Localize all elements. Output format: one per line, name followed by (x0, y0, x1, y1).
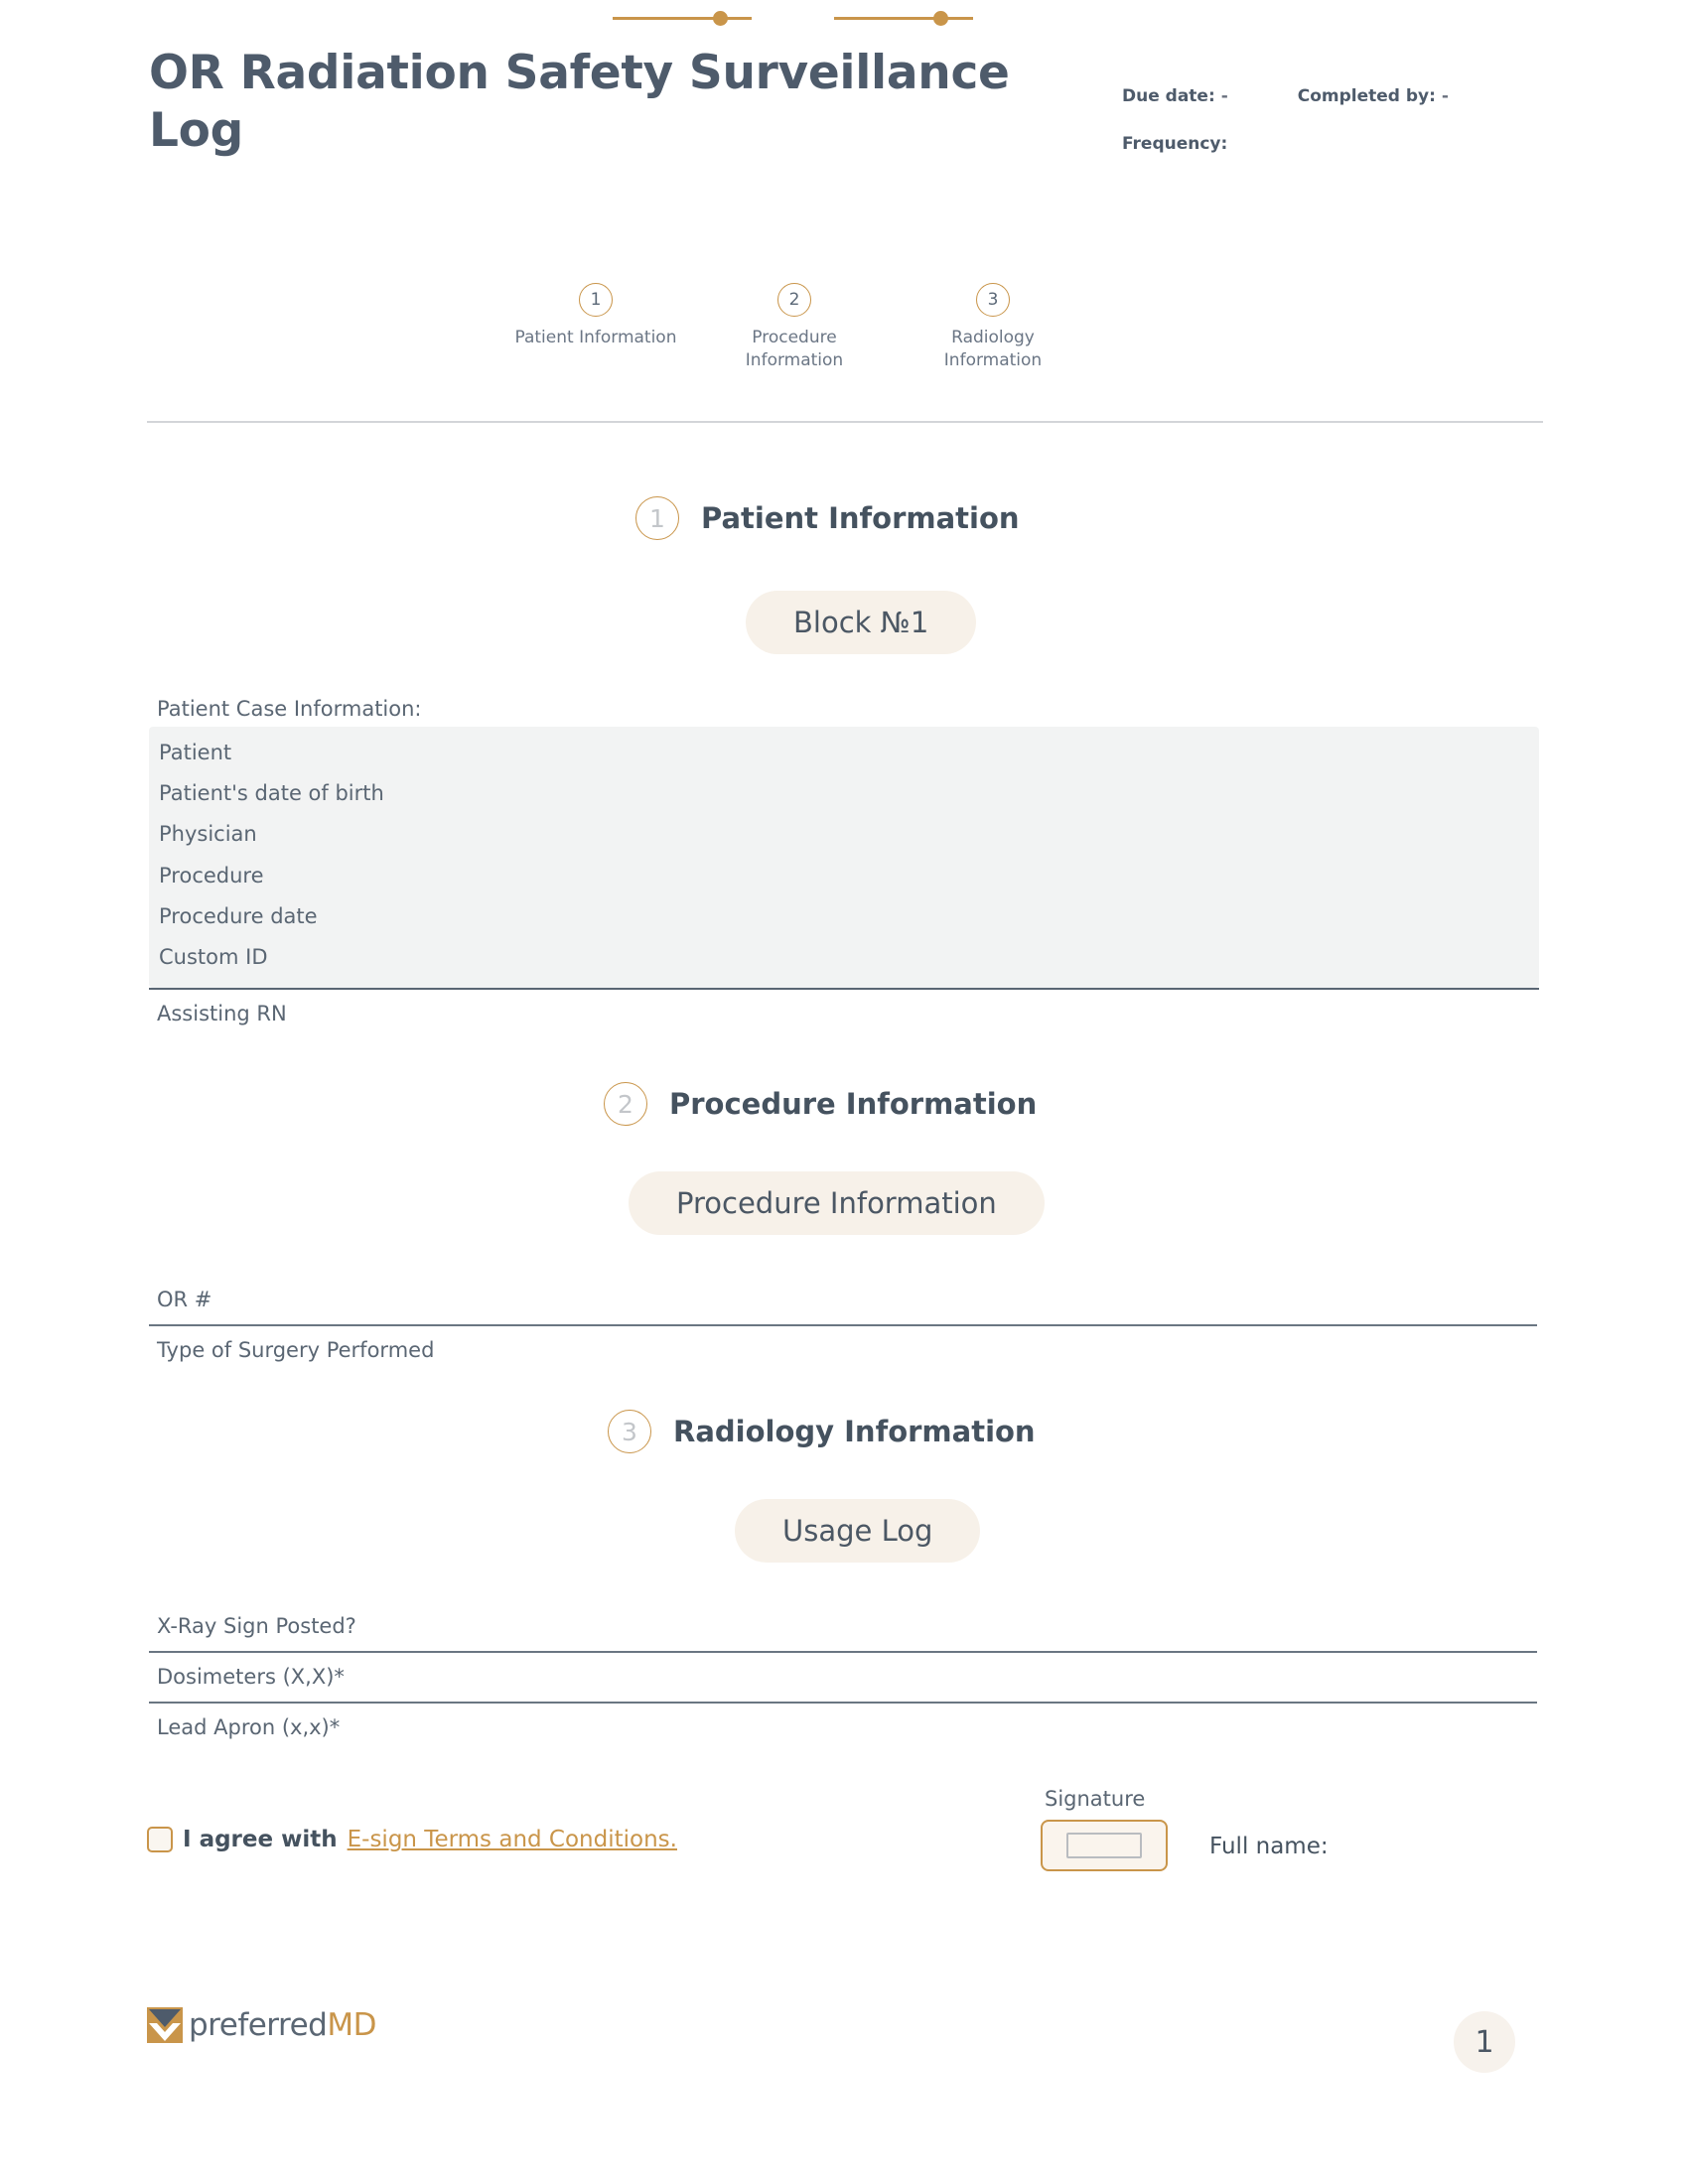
section-heading-radiology-information (608, 1410, 1036, 1453)
frequency (1122, 134, 1227, 154)
field-or-number[interactable]: OR # (157, 1288, 212, 1311)
section-heading-patient-information (635, 496, 1020, 540)
field-type-of-surgery[interactable]: Type of Surgery Performed (157, 1338, 435, 1363)
field-lead-apron[interactable]: Lead Apron (x,x)* (157, 1715, 341, 1740)
signature-column (1041, 1787, 1168, 1871)
agree-label: I agree with (183, 1827, 338, 1852)
case-row-custom-id: Custom ID (159, 944, 268, 969)
signature-placeholder-icon (1066, 1833, 1142, 1858)
completed-by-label: Completed by: (1297, 86, 1436, 106)
header-divider (147, 421, 1543, 423)
section-number-2: 2 (604, 1082, 647, 1126)
field-assisting-rn[interactable]: Assisting RN (157, 1002, 287, 1026)
stepper-label-2: Procedure Information (745, 328, 844, 370)
esign-terms-link[interactable]: E-sign Terms and Conditions. (347, 1827, 677, 1852)
logo-wordmark (189, 2007, 376, 2043)
stepper-step-2[interactable] (695, 283, 894, 371)
patient-case-information-caption: Patient Case Information: (157, 697, 422, 721)
case-row-patient: Patient (159, 741, 232, 764)
usage-log-group (149, 1602, 1539, 1753)
procedure-information-group (149, 1276, 1539, 1375)
document-header (149, 45, 1539, 161)
patient-case-information-group (149, 695, 1539, 1038)
frequency-label: Frequency: (1122, 134, 1228, 154)
block-pill-1: Block №1 (746, 591, 976, 654)
field-xray-sign-posted[interactable]: X-Ray Sign Posted? (157, 1614, 356, 1638)
logo-primary-text: preferred (189, 2007, 328, 2043)
section-number-1: 1 (635, 496, 679, 540)
page-number-badge: 1 (1454, 2011, 1515, 2073)
stepper-connector-1 (613, 17, 752, 20)
section-heading-procedure-information (604, 1082, 1037, 1126)
case-row-procedure: Procedure (159, 863, 264, 887)
case-row-procedure-date: Procedure date (159, 903, 318, 928)
full-name-label: Full name: (1209, 1834, 1329, 1859)
case-row-dob: Patient's date of birth (159, 781, 384, 806)
stepper-connector-2 (834, 17, 973, 20)
due-date-value: - (1220, 86, 1228, 106)
block-pill-3: Usage Log (735, 1499, 980, 1563)
signature-label: Signature (1045, 1787, 1146, 1811)
agree-checkbox[interactable] (147, 1827, 173, 1852)
progress-stepper (496, 283, 1132, 371)
section-title-3: Radiology Information (673, 1415, 1036, 1448)
section-title-2: Procedure Information (669, 1087, 1038, 1121)
case-row-physician: Physician (159, 822, 257, 847)
stepper-number-3: 3 (976, 283, 1010, 317)
field-dosimeters[interactable]: Dosimeters (X,X)* (157, 1665, 345, 1690)
meta-row-bottom (1122, 134, 1539, 154)
stepper-step-1[interactable] (496, 283, 695, 349)
esign-area (147, 1787, 1537, 1871)
stepper-label-1: Patient Information (514, 328, 677, 347)
page-title: OR Radiation Safety Surveillance Log (149, 46, 1010, 159)
meta-row-top (1122, 86, 1539, 106)
logo-accent-text: MD (327, 2007, 376, 2043)
footer-logo (147, 2007, 376, 2043)
stepper-step-3[interactable] (894, 283, 1092, 371)
signature-field[interactable] (1041, 1820, 1168, 1871)
preferredmd-logo-icon (147, 2007, 183, 2043)
section-title-1: Patient Information (701, 501, 1020, 535)
document-meta (1122, 45, 1539, 154)
stepper-number-2: 2 (777, 283, 811, 317)
stepper-dot-1 (713, 11, 728, 26)
section-number-3: 3 (608, 1410, 651, 1453)
agree-row[interactable] (147, 1787, 1041, 1852)
completed-by (1298, 86, 1449, 106)
signature-area (1041, 1787, 1329, 1871)
due-date-label: Due date: (1122, 86, 1215, 106)
patient-case-information-block (149, 727, 1539, 988)
stepper-label-3: Radiology Information (943, 328, 1043, 370)
due-date (1122, 86, 1228, 106)
block-pill-2: Procedure Information (629, 1171, 1045, 1235)
stepper-dot-2 (933, 11, 948, 26)
stepper-number-1: 1 (579, 283, 613, 317)
completed-by-value: - (1441, 86, 1449, 106)
